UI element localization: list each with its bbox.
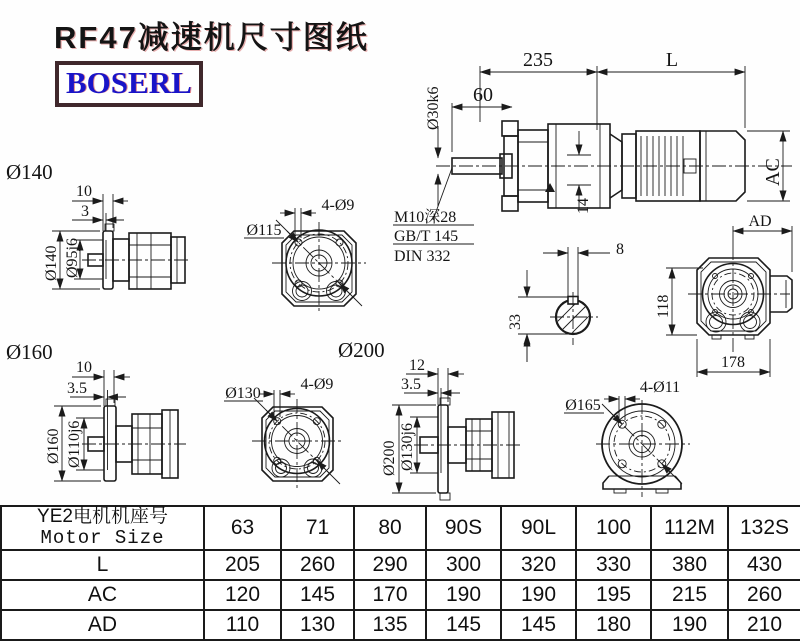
dim-200-thickness: 12 <box>409 357 425 374</box>
cell: 145 <box>281 580 354 610</box>
col-header: 80 <box>354 506 426 550</box>
thread-note-line1: M10深28 <box>394 209 457 226</box>
dim-200-flange: Ø200 <box>381 440 398 476</box>
motor-size-header <box>1 506 204 550</box>
flange160-front-view <box>224 376 342 489</box>
dim-8: 8 <box>616 241 624 258</box>
cell: 190 <box>501 580 576 610</box>
cell: 110 <box>204 610 281 640</box>
table-row-AC <box>1 580 800 610</box>
col-header: 90L <box>501 506 576 550</box>
dim-60: 60 <box>473 84 493 106</box>
cell: 330 <box>576 550 651 580</box>
motor-dimension-table <box>0 505 800 641</box>
motor-size-header-cn: YE2电机机座号 <box>37 506 168 528</box>
cell: 190 <box>426 580 501 610</box>
dim-140-holes: 4-Ø9 <box>321 197 355 214</box>
flange160-side-view <box>6 340 186 481</box>
cell: 170 <box>354 580 426 610</box>
cell: 300 <box>426 550 501 580</box>
main-assembly-view <box>393 49 792 265</box>
flange200-side-view <box>338 336 527 500</box>
motor-size-header-en: Motor Size <box>40 527 165 549</box>
cell: 145 <box>501 610 576 640</box>
section-label-140: Ø140 <box>6 160 53 184</box>
dim-140-thickness: 10 <box>76 183 92 200</box>
dim-L: L <box>665 49 679 71</box>
cell: 260 <box>728 580 800 610</box>
dim-AD: AD <box>748 213 772 230</box>
row-label: AD <box>1 610 204 640</box>
cell: 130 <box>281 610 354 640</box>
cell: 205 <box>204 550 281 580</box>
dim-118: 118 <box>655 294 672 318</box>
cell: 290 <box>354 550 426 580</box>
dim-140-bolt-circle: Ø115 <box>246 222 282 239</box>
row-label: L <box>1 550 204 580</box>
dim-200-bolt-circle: Ø165 <box>565 397 601 414</box>
cell: 145 <box>426 610 501 640</box>
dim-140-flange: Ø140 <box>43 245 60 281</box>
thread-note-line2: GB/T 145 <box>394 228 459 245</box>
cell: 120 <box>204 580 281 610</box>
section-label-200: Ø200 <box>338 338 385 362</box>
cell: 260 <box>281 550 354 580</box>
row-label: AC <box>1 580 204 610</box>
dim-235: 235 <box>523 49 553 71</box>
shaft-key-section <box>507 241 624 362</box>
col-header: 100 <box>576 506 651 550</box>
cell: 190 <box>651 610 728 640</box>
dim-AC: AC <box>762 158 784 186</box>
thread-note-line3: DIN 332 <box>394 248 451 265</box>
dim-160-recess: 3.5 <box>67 380 87 397</box>
dim-200-recess: 3.5 <box>401 376 421 393</box>
table-row-AD <box>1 610 800 640</box>
cell: 320 <box>501 550 576 580</box>
dim-200-holes: 4-Ø11 <box>639 379 681 396</box>
cell: 430 <box>728 550 800 580</box>
dim-200-spigot: Ø130j6 <box>399 423 416 471</box>
col-header: 112M <box>651 506 728 550</box>
cell: 210 <box>728 610 800 640</box>
rear-view <box>655 213 792 377</box>
dim-160-holes: 4-Ø9 <box>300 376 334 393</box>
cell: 135 <box>354 610 426 640</box>
dim-140-recess: 3 <box>81 203 89 220</box>
cell: 180 <box>576 610 651 640</box>
page-title: RF47减速机尺寸图纸 <box>54 20 369 55</box>
col-header: 90S <box>426 506 501 550</box>
section-label-160: Ø160 <box>6 340 53 364</box>
flange140-front-view <box>244 197 366 313</box>
dim-14: 14 <box>575 198 592 214</box>
col-header: 71 <box>281 506 354 550</box>
table-header-row <box>1 506 800 550</box>
flange200-front-view <box>564 379 690 497</box>
cell: 215 <box>651 580 728 610</box>
table-row-L <box>1 550 800 580</box>
dim-shaft-diameter: Ø30k6 <box>425 86 442 130</box>
dim-160-thickness: 10 <box>76 359 92 376</box>
cell: 380 <box>651 550 728 580</box>
dim-178: 178 <box>721 354 745 371</box>
dim-140-spigot: Ø95j6 <box>64 238 81 278</box>
boserl-logo: BOSERL <box>55 61 203 107</box>
col-header: 132S <box>728 506 800 550</box>
dim-160-spigot: Ø110j6 <box>66 420 83 468</box>
dim-160-bolt-circle: Ø130 <box>225 385 261 402</box>
oil-level-symbol <box>545 183 555 192</box>
col-header: 63 <box>204 506 281 550</box>
dim-160-flange: Ø160 <box>45 428 62 464</box>
cell: 195 <box>576 580 651 610</box>
flange140-side-view <box>6 160 190 289</box>
dim-33: 33 <box>507 314 524 330</box>
